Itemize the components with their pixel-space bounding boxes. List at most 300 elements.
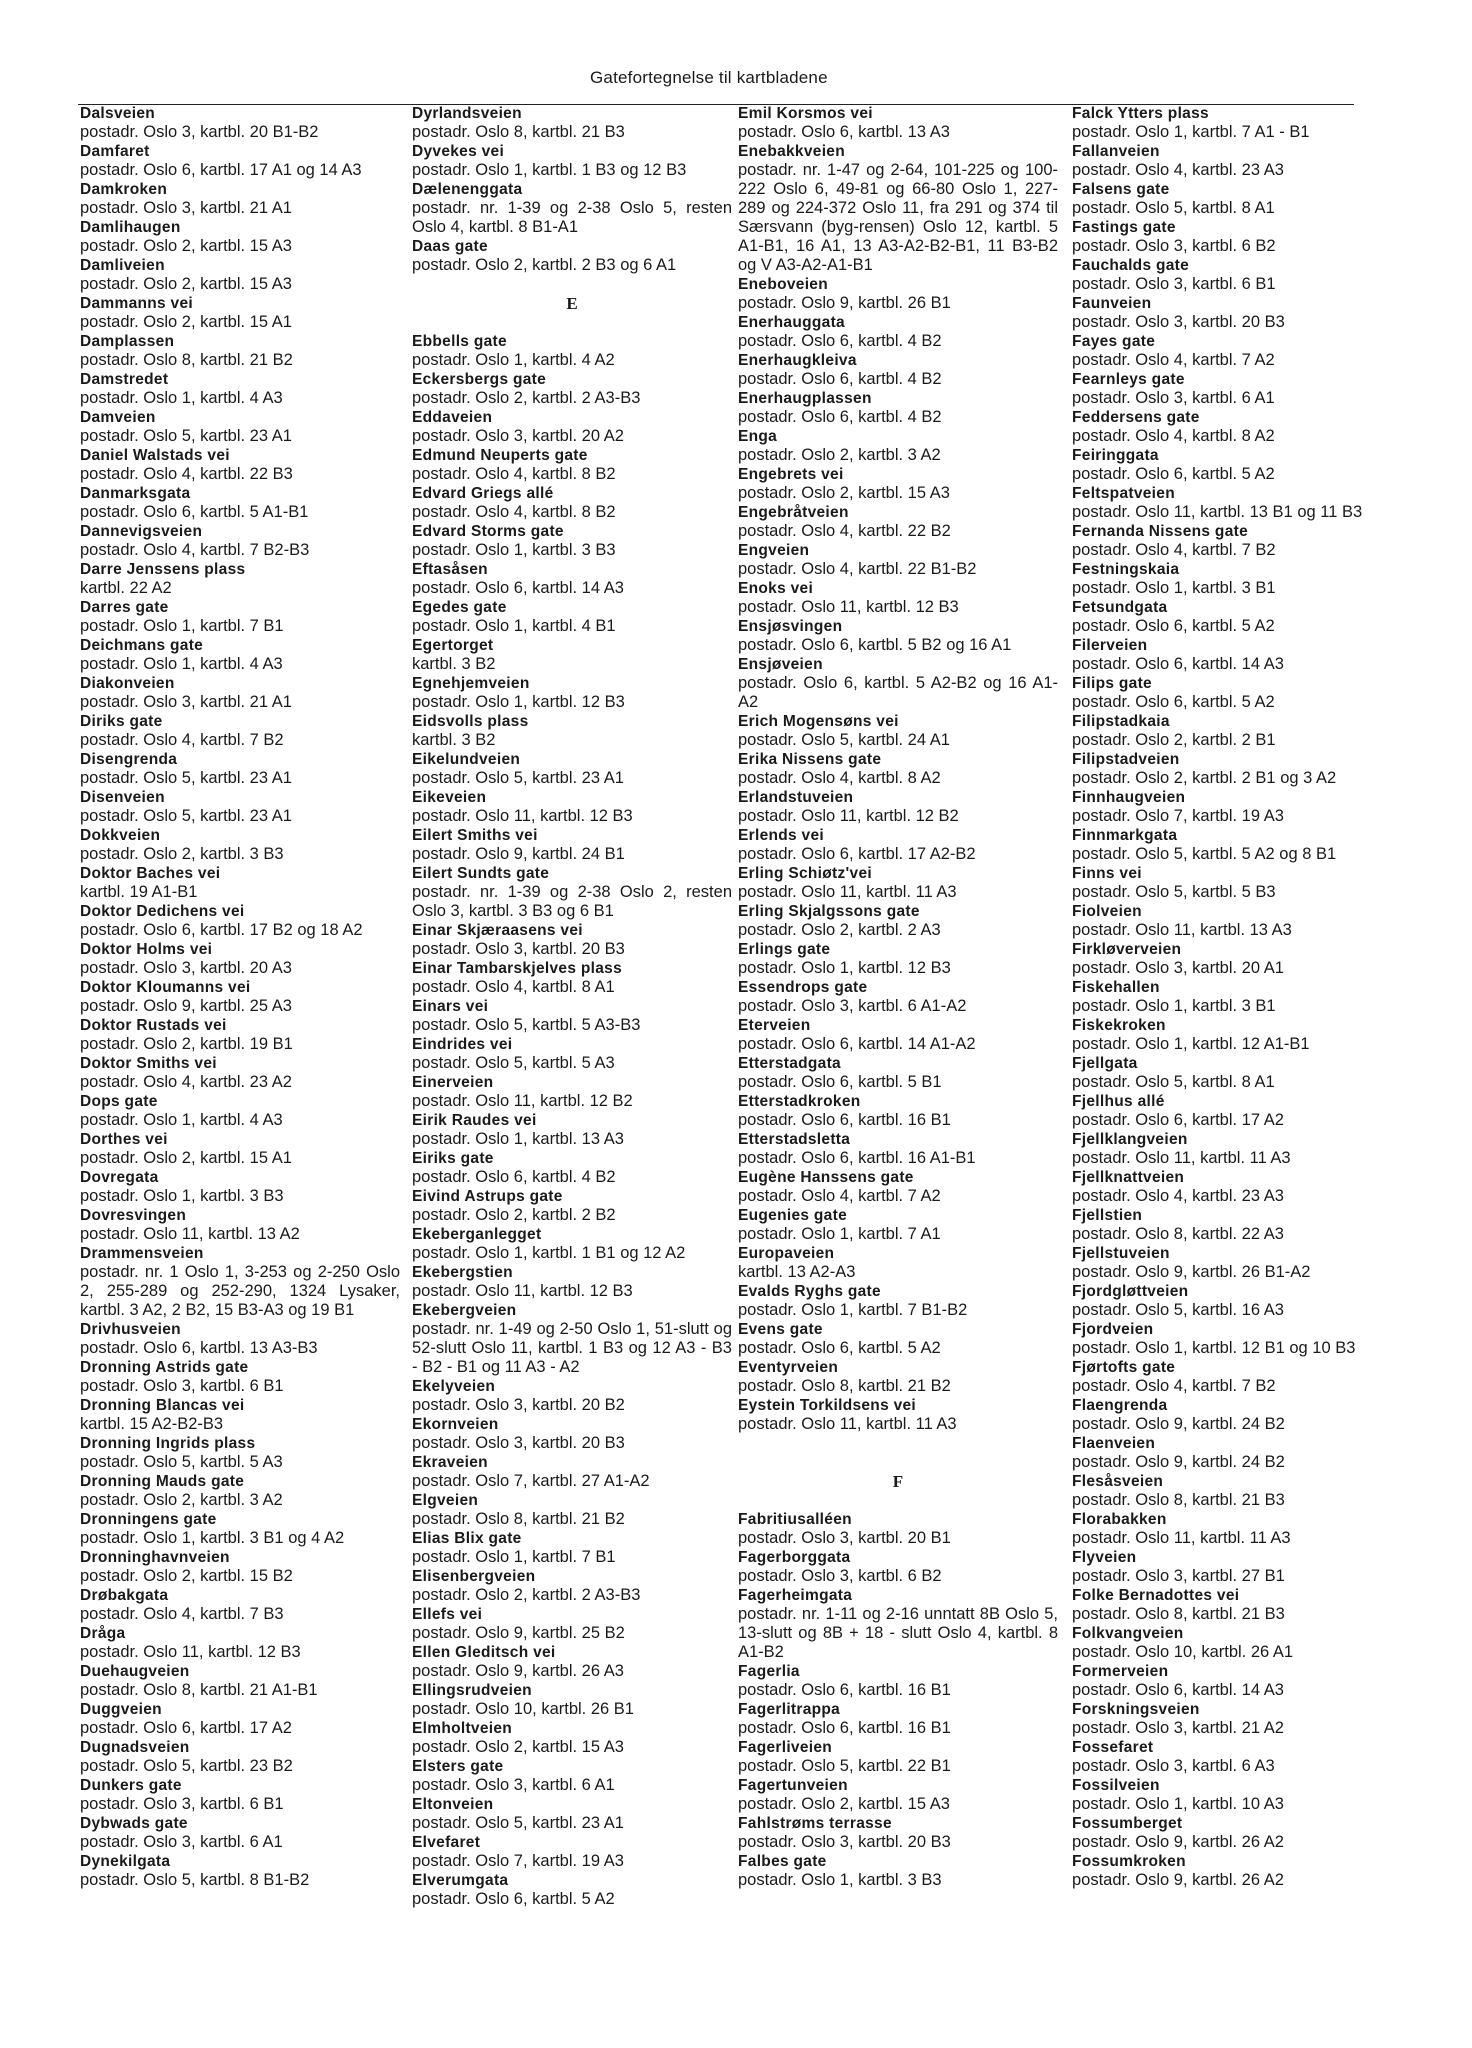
street-name: Eftasåsen: [412, 561, 488, 578]
street-info: postadr. Oslo 1, kartbl. 7 A1 - B1: [1072, 123, 1310, 141]
street-info: postadr. Oslo 9, kartbl. 26 A2: [1072, 1833, 1284, 1851]
street-name: Falsens gate: [1072, 181, 1170, 198]
street-entry: [738, 541, 1058, 579]
street-info: postadr. nr. 1-49 og 2-50 Oslo 1, 51-slutt og 52-slutt Oslo 11, kartbl. 1 B3 og 12 A3 - B3 - B2 - B1 og 11 A3 - A2: [412, 1320, 732, 1376]
street-entry: [80, 1206, 400, 1244]
street-entry: [1072, 1130, 1392, 1168]
street-entry: [412, 788, 732, 826]
street-entry: [80, 1776, 400, 1814]
street-entry: [738, 1016, 1058, 1054]
street-info: postadr. Oslo 1, kartbl. 4 B1: [412, 617, 616, 635]
street-name: Danmarksgata: [80, 485, 191, 502]
street-entry: [412, 598, 732, 636]
street-entry: [1072, 1092, 1392, 1130]
street-name: Festningskaia: [1072, 561, 1180, 578]
street-name: Flesåsveien: [1072, 1473, 1164, 1490]
street-name: Elisenbergveien: [412, 1568, 536, 1585]
street-info: postadr. Oslo 1, kartbl. 3 B1: [1072, 579, 1276, 597]
street-name: Eikelundveien: [412, 751, 521, 768]
street-entry: [1072, 180, 1392, 218]
street-name: Dyvekes vei: [412, 143, 505, 160]
street-info: postadr. Oslo 4, kartbl. 8 A1: [412, 978, 615, 996]
street-name: Eivind Astrups gate: [412, 1188, 563, 1205]
street-name: Drammensveien: [80, 1245, 204, 1262]
street-name: Filips gate: [1072, 675, 1152, 692]
street-name: Damveien: [80, 409, 156, 426]
street-name: Forskningsveien: [1072, 1701, 1200, 1718]
street-info: postadr. Oslo 1, kartbl. 12 B1 og 10 B3: [1072, 1339, 1356, 1357]
street-info: postadr. Oslo 1, kartbl. 4 A3: [80, 389, 283, 407]
street-entry: [1072, 294, 1392, 332]
street-name: Erling Skjalgssons gate: [738, 903, 920, 920]
street-entry: [1072, 1814, 1392, 1852]
street-name: Flaengrenda: [1072, 1397, 1168, 1414]
street-info: postadr. Oslo 1, kartbl. 12 A1-B1: [1072, 1035, 1310, 1053]
street-entry: [1072, 1776, 1392, 1814]
street-entry: [1072, 256, 1392, 294]
street-entry: [80, 294, 400, 332]
street-info: postadr. Oslo 1, kartbl. 13 A3: [412, 1130, 624, 1148]
street-info: postadr. Oslo 4, kartbl. 8 A2: [1072, 427, 1275, 445]
street-name: Flyveien: [1072, 1549, 1137, 1566]
street-info: kartbl. 13 A2-A3: [738, 1263, 856, 1281]
street-info: postadr. Oslo 2, kartbl. 2 A3-B3: [412, 1586, 641, 1604]
street-name: Fjellklangveien: [1072, 1131, 1188, 1148]
street-entry: [412, 408, 732, 446]
street-entry: [1072, 750, 1392, 788]
street-entry: [412, 1111, 732, 1149]
section-gap: [412, 275, 732, 294]
street-name: Eneboveien: [738, 276, 828, 293]
street-name: Doktor Kloumanns vei: [80, 979, 251, 996]
street-info: postadr. Oslo 2, kartbl. 15 A1: [80, 313, 292, 331]
street-name: Ekornveien: [412, 1416, 499, 1433]
section-gap: [412, 313, 732, 332]
street-name: Essendrops gate: [738, 979, 868, 996]
street-name: Duehaugveien: [80, 1663, 190, 1680]
street-info: postadr. Oslo 6, kartbl. 16 B1: [738, 1111, 951, 1129]
street-entry: [412, 997, 732, 1035]
street-name: Duggveien: [80, 1701, 162, 1718]
street-info: postadr. Oslo 5, kartbl. 22 B1: [738, 1757, 951, 1775]
street-entry: [412, 674, 732, 712]
street-info: postadr. Oslo 2, kartbl. 2 A3-B3: [412, 389, 641, 407]
street-info: postadr. Oslo 11, kartbl. 11 A3: [738, 1415, 957, 1433]
street-entry: [1072, 1738, 1392, 1776]
street-entry: [80, 1168, 400, 1206]
street-info: postadr. Oslo 5, kartbl. 24 A1: [738, 731, 950, 749]
street-name: Egedes gate: [412, 599, 507, 616]
street-info: postadr. Oslo 6, kartbl. 14 A3: [1072, 1681, 1284, 1699]
street-info: postadr. Oslo 1, kartbl. 4 A3: [80, 1111, 283, 1129]
street-name: Deichmans gate: [80, 637, 204, 654]
street-name: Daas gate: [412, 238, 488, 255]
street-info: postadr. Oslo 1, kartbl. 7 B1-B2: [738, 1301, 968, 1319]
street-entry: [1072, 1662, 1392, 1700]
street-entry: [738, 1320, 1058, 1358]
street-entry: [1072, 1244, 1392, 1282]
street-name: Doktor Rustads vei: [80, 1017, 227, 1034]
street-name: Diriks gate: [80, 713, 163, 730]
street-entry: [412, 1149, 732, 1187]
street-name: Ensjøveien: [738, 656, 823, 673]
street-entry: [738, 1814, 1058, 1852]
street-name: Ekraveien: [412, 1454, 488, 1471]
street-name: Dråga: [80, 1625, 126, 1642]
street-info: postadr. Oslo 4, kartbl. 7 B3: [80, 1605, 284, 1623]
street-name: Damkroken: [80, 181, 168, 198]
street-name: Engebråtveien: [738, 504, 849, 521]
street-name: Egnehjemveien: [412, 675, 530, 692]
street-name: Dalsveien: [80, 105, 156, 122]
street-info: postadr. Oslo 5, kartbl. 5 A3-B3: [412, 1016, 641, 1034]
street-entry: [738, 351, 1058, 389]
street-name: Finnmarkgata: [1072, 827, 1178, 844]
street-entry: [412, 826, 732, 864]
street-name: Dannevigsveien: [80, 523, 203, 540]
street-info: postadr. Oslo 8, kartbl. 21 A1-B1: [80, 1681, 318, 1699]
street-name: Enoks vei: [738, 580, 814, 597]
street-entry: [412, 142, 732, 180]
street-info: postadr. Oslo 6, kartbl. 16 B1: [738, 1681, 951, 1699]
street-info: postadr. nr. 1 Oslo 1, 3-253 og 2-250 Oslo 2, 255-289 og 252-290, 1324 Lysaker, kartbl. 3 A2, 2 B2, 15 B3-A3 og 19 B1: [80, 1263, 400, 1319]
street-info: postadr. Oslo 6, kartbl. 14 A1-A2: [738, 1035, 976, 1053]
street-info: postadr. Oslo 11, kartbl. 12 B2: [738, 807, 959, 825]
street-info: postadr. nr. 1-39 og 2-38 Oslo 5, resten Oslo 4, kartbl. 8 B1-A1: [412, 199, 732, 236]
street-entry: [738, 1092, 1058, 1130]
street-entry: [80, 560, 400, 598]
street-info: postadr. Oslo 5, kartbl. 5 A3: [412, 1054, 615, 1072]
street-name: Edmund Neuperts gate: [412, 447, 588, 464]
street-info: postadr. Oslo 11, kartbl. 12 B3: [412, 807, 633, 825]
street-name: Fahlstrøms terrasse: [738, 1815, 892, 1832]
street-entry: [1072, 674, 1392, 712]
street-info: postadr. Oslo 2, kartbl. 3 B3: [80, 845, 284, 863]
street-name: Enerhauggata: [738, 314, 845, 331]
street-info: postadr. Oslo 6, kartbl. 5 A2: [1072, 617, 1275, 635]
street-info: postadr. Oslo 2, kartbl. 15 A3: [412, 1738, 624, 1756]
street-entry: [738, 1396, 1058, 1434]
street-info: postadr. Oslo 1, kartbl. 3 B3: [80, 1187, 284, 1205]
street-entry: [1072, 864, 1392, 902]
street-name: Fjordveien: [1072, 1321, 1154, 1338]
street-info: postadr. Oslo 2, kartbl. 2 B1 og 3 A2: [1072, 769, 1337, 787]
street-entry: [412, 1491, 732, 1529]
street-info: postadr. Oslo 5, kartbl. 23 A1: [412, 769, 624, 787]
street-info: postadr. Oslo 3, kartbl. 20 B1-B2: [80, 123, 319, 141]
street-info: postadr. Oslo 3, kartbl. 20 B3: [1072, 313, 1285, 331]
street-entry: [738, 104, 1058, 142]
street-info: postadr. Oslo 1, kartbl. 7 A1: [738, 1225, 941, 1243]
street-entry: [738, 1168, 1058, 1206]
street-entry: [1072, 522, 1392, 560]
street-entry: [738, 1852, 1058, 1890]
street-info: postadr. Oslo 5, kartbl. 23 A1: [80, 427, 292, 445]
street-entry: [1072, 104, 1392, 142]
street-entry: [1072, 408, 1392, 446]
street-entry: [1072, 1548, 1392, 1586]
street-info: postadr. Oslo 6, kartbl. 4 B2: [738, 370, 942, 388]
street-entry: [80, 1472, 400, 1510]
street-entry: [1072, 370, 1392, 408]
street-name: Eirik Raudes vei: [412, 1112, 537, 1129]
street-name: Evens gate: [738, 1321, 823, 1338]
street-name: Fjellhus allé: [1072, 1093, 1165, 1110]
street-name: Dovregata: [80, 1169, 159, 1186]
street-name: Ellingsrudveien: [412, 1682, 532, 1699]
street-info: postadr. Oslo 6, kartbl. 16 A1-B1: [738, 1149, 976, 1167]
street-name: Flaenveien: [1072, 1435, 1156, 1452]
street-name: Fayes gate: [1072, 333, 1156, 350]
street-info: postadr. Oslo 3, kartbl. 6 B2: [1072, 237, 1276, 255]
street-name: Disenveien: [80, 789, 165, 806]
street-info: postadr. Oslo 2, kartbl. 3 A2: [80, 1491, 283, 1509]
street-entry: [738, 503, 1058, 541]
street-entry: [738, 1776, 1058, 1814]
street-name: Egertorget: [412, 637, 494, 654]
street-name: Eugène Hanssens gate: [738, 1169, 914, 1186]
street-info: postadr. Oslo 11, kartbl. 11 A3: [738, 883, 957, 901]
street-name: Folkvangveien: [1072, 1625, 1184, 1642]
street-info: postadr. Oslo 3, kartbl. 6 A1: [412, 1776, 615, 1794]
street-entry: [412, 370, 732, 408]
street-info: postadr. Oslo 6, kartbl. 5 A2-B2 og 16 A1-A2: [738, 674, 1058, 711]
street-entry: [738, 142, 1058, 275]
street-name: Dronning Ingrids plass: [80, 1435, 256, 1452]
street-name: Evalds Ryghs gate: [738, 1283, 881, 1300]
street-name: Ellefs vei: [412, 1606, 483, 1623]
street-info: postadr. Oslo 3, kartbl. 20 B3: [412, 940, 625, 958]
street-name: Fossumberget: [1072, 1815, 1183, 1832]
street-name: Elvefaret: [412, 1834, 481, 1851]
street-info: postadr. Oslo 6, kartbl. 5 B2 og 16 A1: [738, 636, 1012, 654]
street-entry: [1072, 1320, 1392, 1358]
street-name: Formerveien: [1072, 1663, 1169, 1680]
street-info: postadr. Oslo 8, kartbl. 21 B2: [412, 1510, 625, 1528]
street-entry: [738, 940, 1058, 978]
street-name: Enga: [738, 428, 778, 445]
street-info: postadr. Oslo 5, kartbl. 23 B2: [80, 1757, 293, 1775]
street-name: Dokkveien: [80, 827, 161, 844]
street-entry: [1072, 1358, 1392, 1396]
street-name: Falck Ytters plass: [1072, 105, 1209, 122]
street-name: Ekeberganlegget: [412, 1226, 542, 1243]
street-name: Erling Schiøtz'vei: [738, 865, 872, 882]
street-name: Einar Tambarskjelves plass: [412, 960, 622, 977]
street-entry: [412, 104, 732, 142]
street-info: postadr. Oslo 2, kartbl. 2 B1: [1072, 731, 1276, 749]
street-name: Diakonveien: [80, 675, 175, 692]
street-entry: [412, 560, 732, 598]
street-info: postadr. Oslo 11, kartbl. 11 A3: [1072, 1149, 1291, 1167]
street-info: postadr. Oslo 4, kartbl. 8 B2: [412, 465, 616, 483]
street-info: postadr. Oslo 9, kartbl. 26 A2: [1072, 1871, 1284, 1889]
street-entry: [412, 1263, 732, 1301]
street-name: Fagerheimgata: [738, 1587, 853, 1604]
street-entry: [80, 1662, 400, 1700]
street-name: Darres gate: [80, 599, 169, 616]
street-info: postadr. Oslo 6, kartbl. 5 A2: [1072, 465, 1275, 483]
street-info: postadr. Oslo 9, kartbl. 24 B1: [412, 845, 625, 863]
street-entry: [80, 788, 400, 826]
street-entry: [738, 1358, 1058, 1396]
street-info: postadr. Oslo 8, kartbl. 21 B3: [1072, 1605, 1285, 1623]
street-info: postadr. Oslo 4, kartbl. 7 A2: [1072, 351, 1275, 369]
street-entry: [80, 142, 400, 180]
street-entry: [412, 1605, 732, 1643]
street-entry: [1072, 1586, 1392, 1624]
street-entry: [80, 1092, 400, 1130]
street-entry: [1072, 1054, 1392, 1092]
street-info: postadr. Oslo 3, kartbl. 20 A2: [412, 427, 624, 445]
street-name: Finnhaugveien: [1072, 789, 1186, 806]
street-entry: [412, 712, 732, 750]
street-entry: [80, 1054, 400, 1092]
street-entry: [1072, 1700, 1392, 1738]
street-entry: [80, 408, 400, 446]
street-entry: [412, 1833, 732, 1871]
street-info: postadr. Oslo 7, kartbl. 27 A1-A2: [412, 1472, 650, 1490]
street-info: postadr. Oslo 10, kartbl. 26 A1: [1072, 1643, 1294, 1661]
street-entry: [738, 788, 1058, 826]
street-name: Dronning Blancas vei: [80, 1397, 245, 1414]
street-name: Dammanns vei: [80, 295, 194, 312]
street-name: Ekebergveien: [412, 1302, 517, 1319]
street-info: postadr. Oslo 2, kartbl. 15 B2: [80, 1567, 293, 1585]
street-info: postadr. Oslo 1, kartbl. 7 B1: [80, 617, 284, 635]
page-header: Gatefortegnelse til kartbladene: [590, 68, 828, 87]
street-entry: [738, 1130, 1058, 1168]
street-info: postadr. Oslo 5, kartbl. 8 B1-B2: [80, 1871, 310, 1889]
street-entry: [80, 522, 400, 560]
street-entry: [412, 864, 732, 921]
street-info: postadr. Oslo 6, kartbl. 17 A2: [80, 1719, 292, 1737]
street-entry: [412, 750, 732, 788]
street-info: postadr. Oslo 2, kartbl. 15 A3: [738, 484, 950, 502]
street-info: postadr. Oslo 11, kartbl. 12 B2: [412, 1092, 633, 1110]
street-entry: [80, 1624, 400, 1662]
street-name: Fagerborggata: [738, 1549, 851, 1566]
street-entry: [412, 1567, 732, 1605]
street-entry: [1072, 446, 1392, 484]
street-name: Dynekilgata: [80, 1853, 171, 1870]
street-entry: [1072, 1852, 1392, 1890]
street-name: Drøbakgata: [80, 1587, 169, 1604]
street-info: postadr. Oslo 9, kartbl. 25 A3: [80, 997, 292, 1015]
street-info: postadr. Oslo 3, kartbl. 6 B2: [738, 1567, 942, 1585]
street-name: Etterstadsletta: [738, 1131, 851, 1148]
section-letter: F: [892, 1472, 904, 1491]
street-entry: [80, 370, 400, 408]
street-entry: [738, 579, 1058, 617]
street-info: postadr. Oslo 6, kartbl. 4 B2: [738, 332, 942, 350]
street-info: postadr. Oslo 6, kartbl. 5 A2: [1072, 693, 1275, 711]
street-info: postadr. Oslo 4, kartbl. 22 B1-B2: [738, 560, 977, 578]
street-info: postadr. Oslo 1, kartbl. 1 B1 og 12 A2: [412, 1244, 686, 1262]
section-letter: E: [566, 294, 578, 313]
street-entry: [80, 902, 400, 940]
street-info: postadr. Oslo 1, kartbl. 3 B3: [412, 541, 616, 559]
street-info: postadr. Oslo 2, kartbl. 15 A1: [80, 1149, 292, 1167]
street-info: postadr. Oslo 5, kartbl. 5 A2 og 8 B1: [1072, 845, 1337, 863]
street-entry: [738, 1586, 1058, 1662]
street-name: Doktor Smiths vei: [80, 1055, 217, 1072]
street-entry: [1072, 940, 1392, 978]
street-entry: [412, 484, 732, 522]
street-name: Dronning Astrids gate: [80, 1359, 249, 1376]
street-entry: [80, 1700, 400, 1738]
street-entry: [1072, 1282, 1392, 1320]
street-entry: [80, 484, 400, 522]
street-entry: [1072, 332, 1392, 370]
street-name: Dybwads gate: [80, 1815, 188, 1832]
street-name: Fastings gate: [1072, 219, 1176, 236]
street-entry: [1072, 598, 1392, 636]
street-entry: [1072, 1168, 1392, 1206]
street-name: Fallanveien: [1072, 143, 1160, 160]
street-entry: [738, 389, 1058, 427]
street-entry: [1072, 1434, 1392, 1472]
street-name: Etterstadgata: [738, 1055, 841, 1072]
street-entry: [80, 1586, 400, 1624]
street-name: Eltonveien: [412, 1796, 494, 1813]
street-info: postadr. Oslo 11, kartbl. 12 B3: [412, 1282, 633, 1300]
street-name: Drivhusveien: [80, 1321, 181, 1338]
street-info: postadr. Oslo 3, kartbl. 20 A1: [1072, 959, 1284, 977]
street-info: postadr. Oslo 4, kartbl. 8 A2: [738, 769, 941, 787]
street-info: postadr. Oslo 5, kartbl. 23 A1: [412, 1814, 624, 1832]
street-info: postadr. Oslo 3, kartbl. 20 B3: [412, 1434, 625, 1452]
street-name: Elmholtveien: [412, 1720, 513, 1737]
street-info: postadr. Oslo 3, kartbl. 6 B1: [1072, 275, 1276, 293]
street-info: postadr. nr. 1-11 og 2-16 unntatt 8B Oslo 5, 13-slutt og 8B + 18 - slutt Oslo 4, kartbl. 8 A1-B2: [738, 1605, 1058, 1661]
street-name: Fiskehallen: [1072, 979, 1160, 996]
street-info: postadr. Oslo 5, kartbl. 8 A1: [1072, 199, 1275, 217]
street-entry: [412, 1719, 732, 1757]
street-entry: [412, 1681, 732, 1719]
street-name: Filerveien: [1072, 637, 1148, 654]
street-info: postadr. Oslo 5, kartbl. 23 A1: [80, 807, 292, 825]
street-info: postadr. Oslo 2, kartbl. 19 B1: [80, 1035, 293, 1053]
street-info: postadr. Oslo 3, kartbl. 6 A1-A2: [738, 997, 967, 1015]
street-entry: [80, 1434, 400, 1472]
street-info: postadr. Oslo 2, kartbl. 15 A3: [80, 237, 292, 255]
street-name: Dunkers gate: [80, 1777, 182, 1794]
street-name: Fearnleys gate: [1072, 371, 1185, 388]
street-entry: [1072, 142, 1392, 180]
street-info: postadr. Oslo 6, kartbl. 17 A2-B2: [738, 845, 976, 863]
street-entry: [738, 1054, 1058, 1092]
street-name: Ekebergstien: [412, 1264, 513, 1281]
street-name: Dronninghavnveien: [80, 1549, 230, 1566]
street-name: Eventyrveien: [738, 1359, 839, 1376]
street-info: postadr. Oslo 2, kartbl. 15 A3: [738, 1795, 950, 1813]
street-entry: [412, 1795, 732, 1833]
street-entry: [1072, 1396, 1392, 1434]
street-name: Ebbells gate: [412, 333, 507, 350]
street-info: postadr. Oslo 4, kartbl. 23 A3: [1072, 161, 1284, 179]
street-info: postadr. Oslo 4, kartbl. 23 A2: [80, 1073, 292, 1091]
street-info: kartbl. 3 B2: [412, 731, 496, 749]
street-info: postadr. Oslo 11, kartbl. 11 A3: [1072, 1529, 1291, 1547]
street-name: Damplassen: [80, 333, 175, 350]
street-name: Elverumgata: [412, 1872, 509, 1889]
street-name: Dops gate: [80, 1093, 158, 1110]
street-info: postadr. Oslo 11, kartbl. 12 B3: [80, 1643, 301, 1661]
street-name: Enebakkveien: [738, 143, 845, 160]
index-column-3: [738, 104, 1058, 1890]
street-name: Fossefaret: [1072, 1739, 1154, 1756]
